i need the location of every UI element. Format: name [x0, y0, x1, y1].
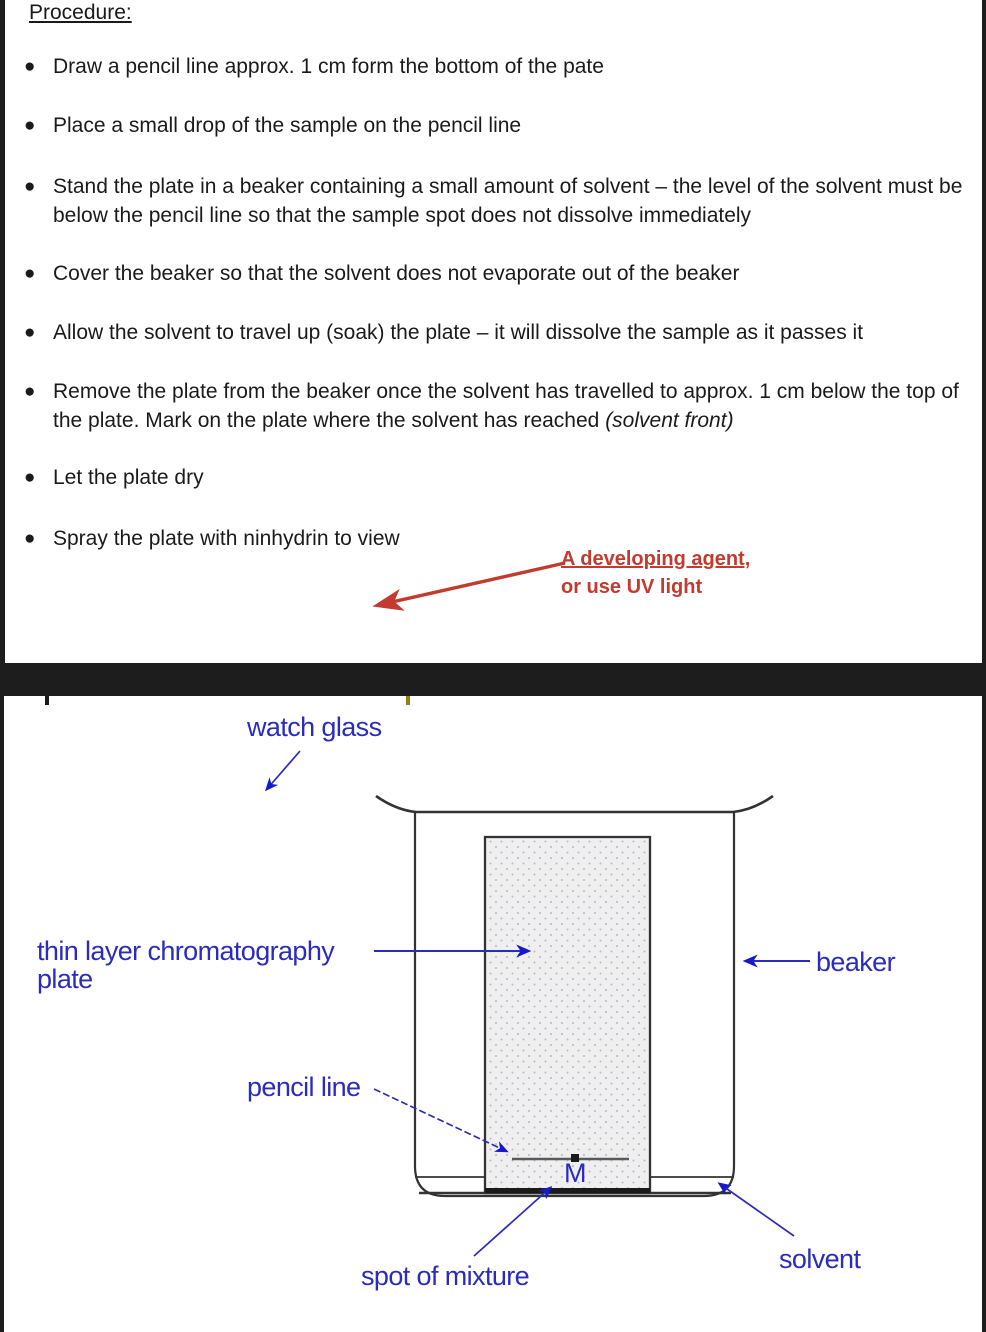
list-item-text-italic: (solvent front) — [605, 409, 734, 432]
frame-edge-right — [982, 0, 986, 664]
list-item-text: Remove the plate from the beaker once the solvent has travelled to approx. 1 cm below the top of the plate. Mark on the plate where the solvent has reached — [53, 380, 959, 432]
callout-annotation — [561, 545, 891, 601]
list-item-text: Let the plate dry — [53, 466, 204, 489]
bullet-point-icon: ● — [24, 322, 36, 343]
leader-spot-of-mixture — [474, 1188, 550, 1256]
leader-watch-glass — [267, 751, 300, 789]
callout-line-2: or use UV light — [561, 576, 703, 598]
clipped-text-remnants — [45, 696, 410, 705]
list-item-text: Allow the solvent to travel up (soak) the plate – it will dissolve the sample as it passes it — [53, 321, 864, 344]
bullet-point-icon: ● — [24, 56, 36, 77]
list-item-text: Spray the plate with ninhydrin to view — [53, 527, 400, 550]
bullet-point-icon: ● — [24, 381, 36, 402]
list-item — [5, 463, 965, 492]
procedure-slide — [5, 0, 982, 663]
list-item-text: Place a small drop of the sample on the pencil line — [53, 114, 522, 137]
tlc-apparatus-diagram — [4, 696, 982, 1332]
watch-glass-shape — [376, 796, 773, 812]
frame-edge-right-lower — [982, 695, 986, 1332]
bullet-point-icon: ● — [24, 115, 36, 136]
callout-arrow — [365, 555, 575, 620]
slide-separator-band — [0, 663, 986, 696]
callout-line-1: A developing agent, — [561, 548, 751, 570]
page-title: Procedure: — [29, 1, 132, 24]
plate-mark-label: M — [564, 1158, 586, 1188]
tlc-plate-shape — [485, 837, 650, 1193]
label-tlc-plate-line2: plate — [37, 964, 93, 994]
leader-solvent — [720, 1184, 794, 1236]
list-item — [5, 259, 965, 288]
list-item-text: Cover the beaker so that the solvent does not evaporate out of the beaker — [53, 262, 740, 285]
list-item — [5, 318, 965, 347]
bullet-point-icon: ● — [24, 528, 36, 549]
list-item — [5, 52, 965, 81]
list-item-text: Stand the plate in a beaker containing a small amount of solvent – the level of the solvent must be below the pencil line so that the sample spot does not dissolve immediately — [53, 175, 963, 227]
bullet-point-icon: ● — [24, 263, 36, 284]
label-solvent: solvent — [779, 1244, 861, 1274]
label-watch-glass: watch glass — [247, 712, 382, 742]
diagram-canvas — [4, 696, 982, 1332]
list-item — [5, 377, 965, 435]
label-tlc-plate-line1: thin layer chromatography — [37, 936, 335, 966]
label-beaker: beaker — [816, 947, 895, 977]
list-item — [5, 111, 965, 140]
bullet-point-icon: ● — [24, 467, 36, 488]
list-item-text: Draw a pencil line approx. 1 cm form the bottom of the pate — [53, 55, 604, 78]
bullet-point-icon: ● — [24, 176, 36, 197]
list-item — [5, 172, 965, 230]
label-spot-of-mixture: spot of mixture — [361, 1261, 530, 1291]
label-pencil-line: pencil line — [247, 1072, 361, 1102]
procedure-bullet-list — [5, 52, 965, 580]
